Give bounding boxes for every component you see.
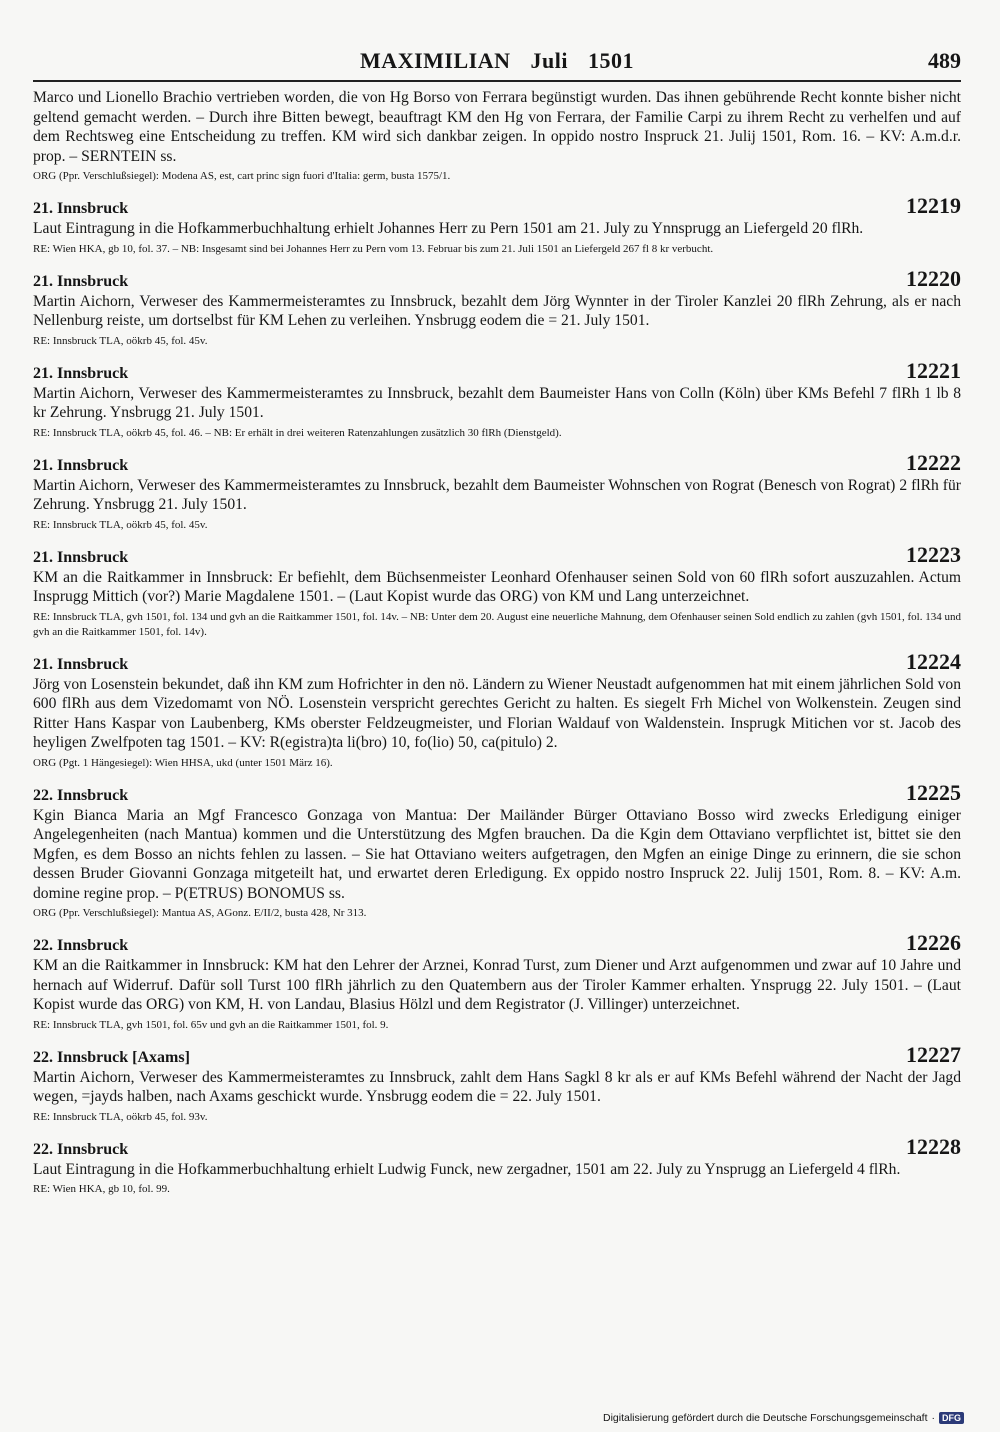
entry-source: RE: Innsbruck TLA, gvh 1501, fol. 65v und gvh an die Raitkammer 1501, fol. 9. [33,1018,389,1031]
entry-source: RE: Innsbruck TLA, oökrb 45, fol. 93v. [33,1110,208,1123]
entry-number: 12227 [906,1041,961,1067]
entry-date-place: 21. Innsbruck [33,364,129,382]
intro-text: Marco und Lionello Brachio vertrieben worden, die von Hg Borso von Ferrara begünstigt wurden. Das ihnen gebührende Recht konnte bisher nicht geltend gemacht werden. – Durch ihre Bitten bewegt, beauftragt KM den Hg von Ferrara, der Familie Carpi zu ihrem Recht zu verhelfen und auf dem Rechtsweg eine Entscheidung zu treffen. KM wird sich dankbar zeigen. In oppido nostro Inspruck 21. Julij 1501, Rom. 16. – KV: A.m.d.r. prop. – SERNTEIN ss. [33,89,961,165]
regest-entry [33,357,961,441]
digitization-footer: Digitalisierung gefördert durch die Deutsche Forschungsgemeinschaft · DFG [603,1412,964,1424]
entry-text: Martin Aichorn, Verweser des Kammermeisteramtes zu Innsbruck, bezahlt dem Baumeister Wohnschen von Rograt (Benesch von Rograt) 2 flRh für Zehrung. Ynsbrugg 21. July 1501. [33,476,961,513]
entry-text: Martin Aichorn, Verweser des Kammermeisteramtes zu Innsbruck, bezahlt dem Baumeister Hans von Colln (Köln) über KMs Befehl 7 flRh 1 lb 8 kr Zehrung. Ynsbrugg 21. July 1501. [33,384,961,421]
entry-text: Laut Eintragung in die Hofkammerbuchhaltung erhielt Johannes Herr zu Pern 1501 am 21. July zu Ynnsprugg an Liefergeld 20 flRh. [33,220,864,237]
entry-source: RE: Innsbruck TLA, gvh 1501, fol. 134 und gvh an die Raitkammer 1501, fol. 14v. – NB: Unter dem 20. August eine neuerliche Mahnung, dem Ofenhauser seinen Sold endlich zu zahlen (gvh 1501, fol. 134 und gvh an die Raitkammer 1501, fol. 14v). [33,610,961,638]
document-page [33,48,961,1197]
entry-source: ORG (Pgt. 1 Hängesiegel): Wien HHSA, ukd (unter 1501 März 16). [33,756,333,769]
regest-entry [33,541,961,640]
regest-entry [33,195,961,257]
entry-source: RE: Innsbruck TLA, oökrb 45, fol. 45v. [33,518,208,531]
entry-date-place: 21. Innsbruck [33,200,129,217]
entry-source: RE: Wien HKA, gb 10, fol. 99. [33,1183,170,1195]
entry-date-place: 22. Innsbruck [Axams] [33,1048,190,1066]
page-body [33,88,961,1197]
regest-entry [33,1133,961,1198]
entry-date-place: 22. Innsbruck [33,937,129,954]
entry-number: 12228 [906,1133,961,1159]
regest-entry [33,449,961,533]
entry-date-place: 21. Innsbruck [33,548,129,566]
entry-text: Martin Aichorn, Verweser des Kammermeisteramtes zu Innsbruck, bezahlt dem Jörg Wynnter in der Tiroler Kanzlei 20 flRh Zehrung, als er nach Nellenburg reiste, um dortselbst für KM Lehen zu verleihen. Ynsbrugg eodem die = 21. July 1501. [33,292,961,329]
entry-text: Kgin Bianca Maria an Mgf Francesco Gonzaga von Mantua: Der Mailänder Bürger Ottaviano Bosso wird zwecks Erledigung einiger Angelegenheiten (nach Mantua) kommen und die Unterstützung des Mgfen brauchen. Da die Kgin dem Ottaviano verpflichtet ist, bittet sie den Mgfen, es dem Bosso an nichts fehlen zu lassen. – Sie hat Ottaviano weiters aufgetragen, den Mgfen an einige Dinge zu erinnern, die sie schon dessen Bruder Giovanni Gonzaga mitgeteilt hat, und erwartet deren Erledigung. Ex oppido nostro Inspruck 22. Julij 1501, Rom. 8. – KV: A.m. domine regine prop. – P(ETRUS) BONOMUS ss. [33,806,961,902]
entry-source: ORG (Ppr. Verschlußsiegel): Mantua AS, AGonz. E/II/2, busta 428, Nr 313. [33,907,367,919]
regest-entry [33,779,961,922]
dfg-logo-icon: DFG [939,1412,964,1424]
entry-date-place: 21. Innsbruck [33,272,129,290]
entry-text: Laut Eintragung in die Hofkammerbuchhaltung erhielt Ludwig Funck, new zergadner, 1501 am 22. July zu Ynsprugg an Liefergeld 4 flRh. [33,1160,901,1178]
intro-continuation [33,88,961,184]
regest-entry [33,648,961,771]
entry-number: 12220 [906,265,961,291]
entry-number: 12219 [906,193,961,218]
intro-source: ORG (Ppr. Verschlußsiegel): Modena AS, est, cart princ sign fuori d'Italia: germ, busta 1575/1. [33,170,451,182]
regest-entry [33,932,961,1033]
entry-number: 12223 [906,541,961,567]
entry-date-place: 22. Innsbruck [33,1140,129,1158]
entry-number: 12224 [906,648,961,674]
entry-number: 12222 [906,449,961,475]
entry-text: Jörg von Losenstein bekundet, daß ihn KM zum Hofrichter in den nö. Ländern zu Wiener Neustadt aufgenommen hat mit einem jährlichen Sold von 600 flRh aus dem Vizedomamt von NÖ. Losenstein verspricht gerechtes Gericht zu halten. Es siegelt Frh Michel von Wolkenstein. Zeugen sind Ritter Hans Kaspar von Laubenberg, KMs oberster Feldzeugmeister, und Florian Waldauf von Waldenstein. Insprugk Mitichen vor st. Jacob des heyligen Zwelfpoten tag 1501. – KV: R(egistra)ta li(bro) 10, fo(lio) 50, ca(pitulo) 2. [33,675,961,751]
entry-date-place: 21. Innsbruck [33,456,129,474]
entry-source: RE: Innsbruck TLA, oökrb 45, fol. 46. – NB: Er erhält in drei weiteren Ratenzahlungen zusätzlich 30 flRh (Dienstgeld). [33,426,562,439]
entry-number: 12221 [906,357,961,383]
footer-credit: Digitalisierung gefördert durch die Deutsche Forschungsgemeinschaft [602,1412,928,1424]
entry-number: 12226 [906,930,961,955]
entry-date-place: 22. Innsbruck [33,786,129,804]
entry-source: RE: Innsbruck TLA, oökrb 45, fol. 45v. [33,334,208,347]
page-number: 489 [928,48,961,73]
entry-text: KM an die Raitkammer in Innsbruck: KM hat den Lehrer der Arznei, Konrad Turst, zum Diener und Arzt aufgenommen und zwar auf 10 Jahre und hernach auf Widerruf. Dafür soll Turst 100 flRh jährlich zu den Quatembern aus der Tiroler Kammer erhalten. Ynsprugg 22. July 1501. – (Laut Kopist wurde das ORG) von KM, H. von Landau, Blasius Hölzl und dem Registrator (J. Villinger) unterzeichnet. [33,957,961,1013]
regest-entry [33,265,961,349]
entry-text: KM an die Raitkammer in Innsbruck: Er befiehlt, dem Büchsenmeister Leonhard Ofenhauser seinen Sold von 60 flRh sofort auszuzahlen. Actum Insprugg Mittich (vor?) Marie Magdalene 1501. – (Laut Kopist wurde das ORG) von KM und Lang unterzeichnet. [33,568,961,605]
running-title: MAXIMILIAN Juli 1501 [360,48,634,73]
page-header [33,48,961,82]
entry-text: Martin Aichorn, Verweser des Kammermeisteramtes zu Innsbruck, zahlt dem Hans Sagkl 8 kr als er auf KMs Befehl während der Nacht der Jagd wegen, =jayds halben, nach Axams geschickt wurde. Ynsbrugg eodem die = 22. July 1501. [33,1068,961,1105]
regest-entry [33,1041,961,1125]
entry-number: 12225 [906,779,961,805]
entry-source: RE: Wien HKA, gb 10, fol. 37. – NB: Insgesamt sind bei Johannes Herr zu Pern vom 13. Februar bis zum 21. Juli 1501 an Liefergeld 267 fl 8 kr verbucht. [33,242,714,255]
entry-date-place: 21. Innsbruck [33,655,129,673]
